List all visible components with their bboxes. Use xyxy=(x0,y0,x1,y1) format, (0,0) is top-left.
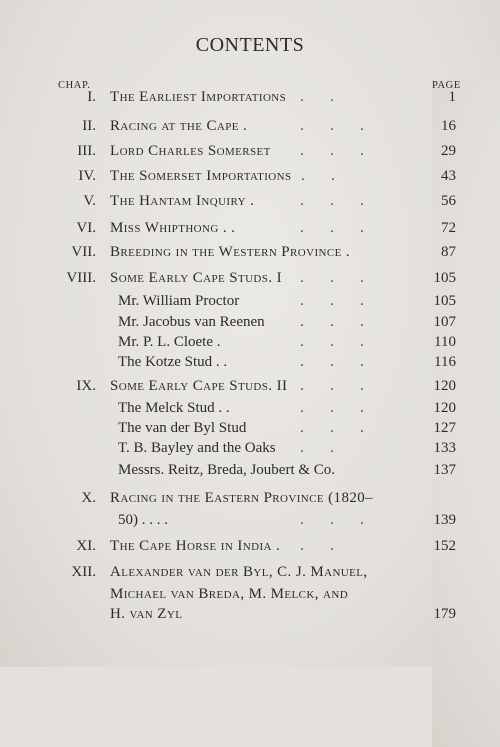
leader-dots: . . . xyxy=(300,118,364,134)
chapter-title: The Earliest Importations xyxy=(110,89,287,105)
page-number: 139 xyxy=(433,512,456,528)
toc-entry xyxy=(0,220,500,240)
page-number: 1 xyxy=(448,89,456,105)
chapter-number: V. xyxy=(83,193,96,209)
toc-entry xyxy=(0,314,500,334)
leader-dots: . . . xyxy=(300,354,364,370)
toc-entry xyxy=(0,512,500,532)
page-number: 120 xyxy=(433,378,456,394)
chapter-title: Alexander van der Byl, C. J. Manuel, xyxy=(110,564,368,580)
chapter-title: Racing in the Eastern Province (1820– xyxy=(110,490,374,506)
page-number: 16 xyxy=(441,118,456,134)
leader-dots: . . . xyxy=(300,400,364,416)
toc-entry xyxy=(0,400,500,420)
toc-entry xyxy=(0,143,500,163)
page-number: 29 xyxy=(441,143,456,159)
page-number: 56 xyxy=(441,193,456,209)
chapter-number: III. xyxy=(77,143,96,159)
toc-entry xyxy=(0,193,500,213)
page-number: 43 xyxy=(441,168,456,184)
page-number: 87 xyxy=(441,244,456,260)
chapter-number: XI. xyxy=(76,538,96,554)
chapter-title: Messrs. Reitz, Breda, Joubert & Co. xyxy=(118,462,336,478)
page-number: 107 xyxy=(433,314,456,330)
toc-entry xyxy=(0,244,500,264)
toc-entry xyxy=(0,89,500,109)
chapter-number: X. xyxy=(81,490,96,506)
page-number: 116 xyxy=(434,354,456,370)
toc-entry xyxy=(0,490,500,510)
toc-entry xyxy=(0,440,500,460)
page-number: 137 xyxy=(433,462,456,478)
toc-entry xyxy=(0,564,500,584)
chapter-title: Some Early Cape Studs. I xyxy=(110,270,282,286)
toc-entry xyxy=(0,293,500,313)
page-column-label: PAGE xyxy=(432,80,500,747)
chapter-title: Racing at the Cape . xyxy=(110,118,248,134)
page-number: 133 xyxy=(433,440,456,456)
chapter-title: Mr. Jacobus van Reenen xyxy=(118,314,265,330)
toc-entry xyxy=(0,334,500,354)
leader-dots: . . . xyxy=(300,314,364,330)
chapter-title: T. B. Bayley and the Oaks xyxy=(118,440,276,456)
leader-dots: . . . xyxy=(300,220,364,236)
page-number: 105 xyxy=(433,270,456,286)
chapter-title: The Cape Horse in India . xyxy=(110,538,281,554)
chapter-number: II. xyxy=(82,118,96,134)
leader-dots: . . . xyxy=(300,193,364,209)
toc-entry xyxy=(0,538,500,558)
leader-dots: . . . xyxy=(300,334,364,350)
chapter-number: I. xyxy=(87,89,96,105)
chapter-title: The van der Byl Stud xyxy=(118,420,247,436)
toc-entry xyxy=(0,270,500,290)
toc-entry xyxy=(0,586,500,606)
chapter-number: VIII. xyxy=(66,270,96,286)
toc-entry xyxy=(0,118,500,138)
toc-entry xyxy=(0,168,500,188)
toc-entry xyxy=(0,606,500,626)
chapter-title: The Melck Stud . . xyxy=(118,400,230,416)
leader-dots: . . . xyxy=(300,378,364,394)
page-number: 120 xyxy=(433,400,456,416)
page-number: 152 xyxy=(433,538,456,554)
chapter-title: Mr. P. L. Cloete . xyxy=(118,334,221,350)
leader-dots: . . xyxy=(300,440,334,456)
chapter-title: The Somerset Importations xyxy=(110,168,292,184)
leader-dots: . . . xyxy=(300,512,364,528)
chapter-title: The Kotze Stud . . xyxy=(118,354,228,370)
leader-dots: . . . xyxy=(300,293,364,309)
page-number: 105 xyxy=(433,293,456,309)
chapter-number: IV. xyxy=(78,168,96,184)
chapter-number: VI. xyxy=(76,220,96,236)
page-number: 110 xyxy=(434,334,456,350)
leader-dots: . . xyxy=(300,538,334,554)
chapter-number: IX. xyxy=(76,378,96,394)
page-number: 127 xyxy=(433,420,456,436)
chapter-title: The Hantam Inquiry . xyxy=(110,193,255,209)
chapter-title: Mr. William Proctor xyxy=(118,293,240,309)
chapter-column-label: CHAP. xyxy=(58,80,91,91)
toc-entry xyxy=(0,420,500,440)
chapter-title: Some Early Cape Studs. II xyxy=(110,378,288,394)
chapter-title: H. van Zyl xyxy=(110,606,183,622)
chapter-title: 50) . . . . xyxy=(118,512,168,528)
leader-dots: . . . xyxy=(300,420,364,436)
toc-entry xyxy=(0,378,500,398)
leader-dots: . . xyxy=(300,89,334,105)
toc-entry xyxy=(0,354,500,374)
chapter-title: Breeding in the Western Province . xyxy=(110,244,351,260)
chapter-number: XII. xyxy=(71,564,96,580)
leader-dots: . . . xyxy=(300,270,364,286)
chapter-title: Lord Charles Somerset xyxy=(110,143,271,159)
page-number: 179 xyxy=(433,606,456,622)
chapter-title: Miss Whipthong . . xyxy=(110,220,236,236)
leader-dots: . . . xyxy=(300,143,364,159)
toc-entry xyxy=(0,462,500,482)
chapter-number: VII. xyxy=(71,244,96,260)
chapter-title: Michael van Breda, M. Melck, and xyxy=(110,586,349,602)
leader-dots: . . xyxy=(301,168,335,184)
page-heading: CONTENTS xyxy=(195,34,305,56)
page-number: 72 xyxy=(441,220,456,236)
